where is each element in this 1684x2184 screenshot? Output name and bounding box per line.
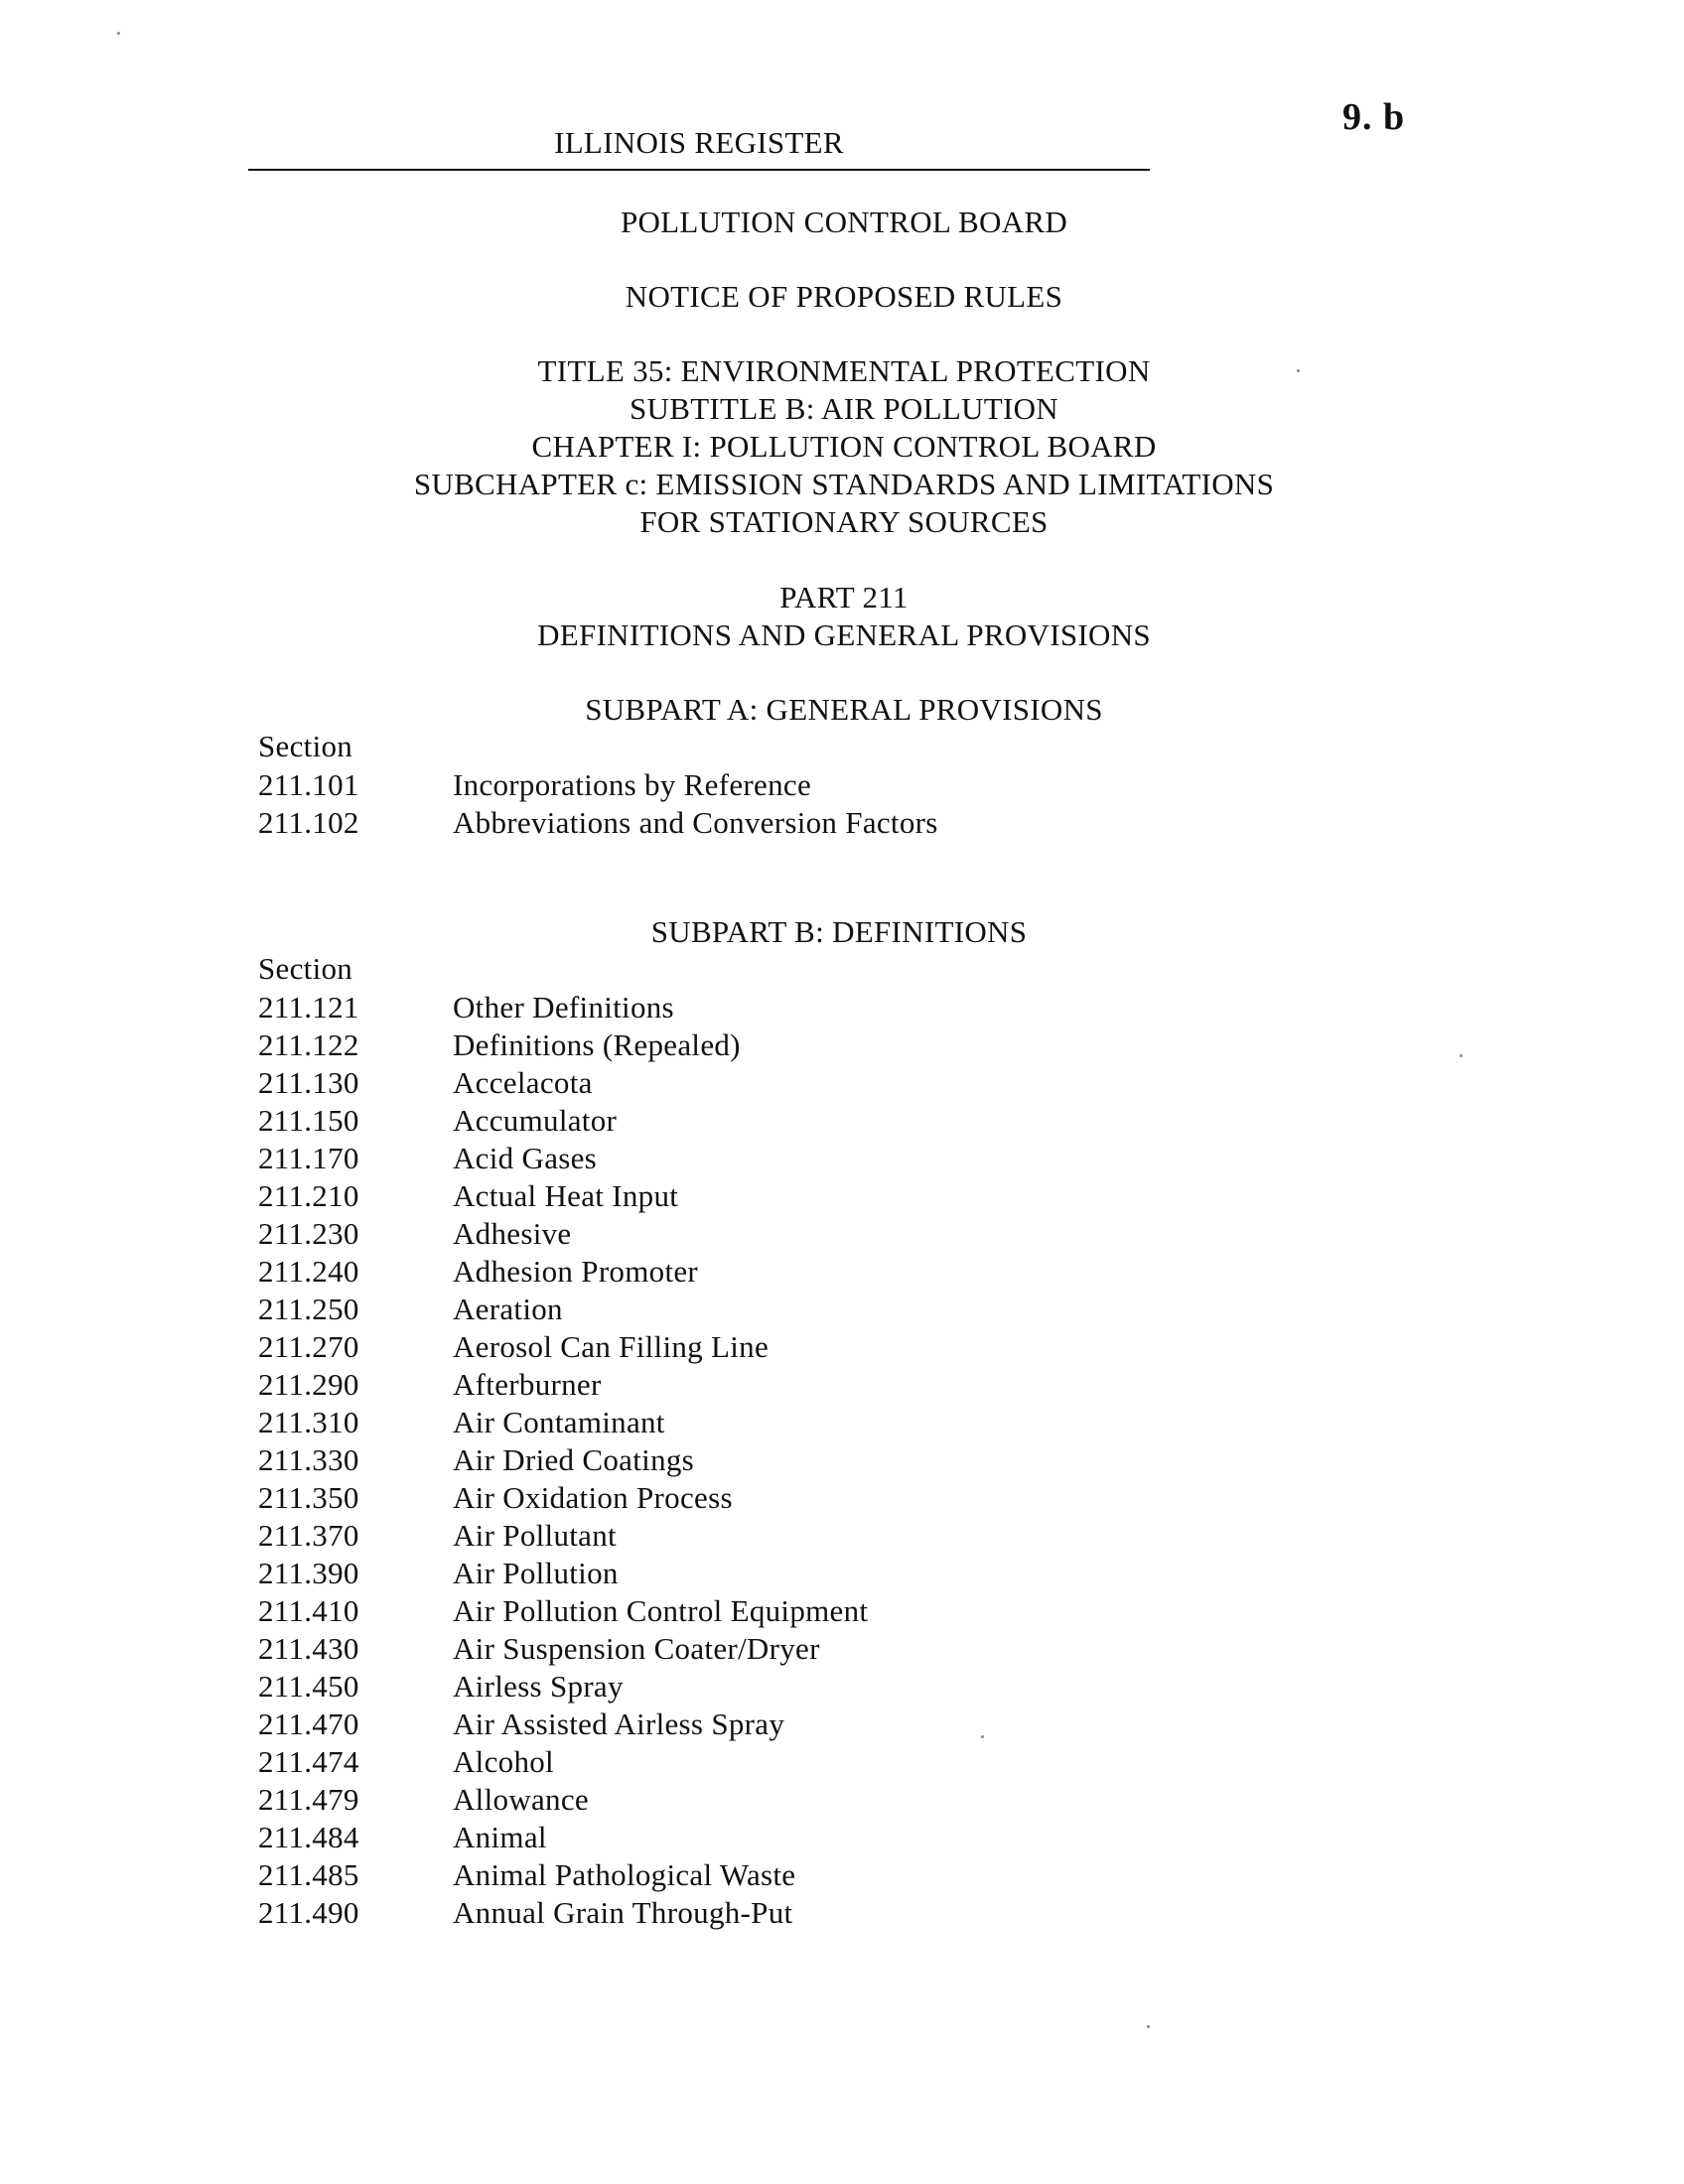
section-title: Airless Spray (453, 1669, 624, 1704)
toc-row (258, 1517, 868, 1555)
toc-row (258, 1743, 868, 1781)
section-title: Air Pollution Control Equipment (453, 1593, 869, 1628)
section-title: Air Suspension Coater/Dryer (453, 1631, 820, 1666)
scan-speck (1147, 2025, 1150, 2028)
register-title: ILLINOIS REGISTER (554, 125, 844, 160)
toc-row (258, 1177, 868, 1215)
toc-row (258, 989, 868, 1026)
toc-row (258, 1781, 868, 1819)
subpart-a-section-list (258, 766, 938, 842)
toc-row (258, 1555, 868, 1592)
section-title: Aeration (453, 1292, 563, 1326)
section-number: 211.350 (258, 1480, 359, 1515)
toc-row (258, 1894, 868, 1932)
toc-row (258, 1404, 868, 1441)
subchapter-line-2: FOR STATIONARY SOURCES (639, 504, 1049, 539)
toc-row (258, 1630, 868, 1668)
toc-row (258, 1479, 868, 1517)
section-number: 211.150 (258, 1103, 359, 1138)
section-number: 211.121 (258, 990, 359, 1024)
section-number: 211.210 (258, 1178, 359, 1213)
section-number: 211.474 (258, 1744, 359, 1779)
section-number: 211.470 (258, 1706, 359, 1741)
section-title: Abbreviations and Conversion Factors (453, 805, 938, 840)
section-title: Accumulator (453, 1103, 618, 1138)
board-name: POLLUTION CONTROL BOARD (620, 205, 1068, 239)
section-title: Air Oxidation Process (453, 1480, 733, 1515)
section-title: Adhesion Promoter (453, 1254, 699, 1289)
subpart-b-heading-block (243, 913, 1435, 951)
section-title: Other Definitions (453, 990, 674, 1024)
section-number: 211.490 (258, 1895, 359, 1930)
section-title: Animal (453, 1820, 547, 1854)
subpart-a-heading-block (248, 691, 1440, 729)
section-number: 211.240 (258, 1254, 359, 1289)
section-title: Acid Gases (453, 1141, 598, 1175)
register-header (248, 121, 1150, 171)
section-title: Accelacota (453, 1065, 593, 1100)
toc-row (258, 1026, 868, 1064)
toc-row (258, 766, 938, 804)
section-title: Air Dried Coatings (453, 1442, 695, 1477)
section-number: 211.410 (258, 1593, 359, 1628)
title-block (248, 352, 1440, 541)
section-number: 211.102 (258, 805, 359, 840)
subchapter-line-1: SUBCHAPTER c: EMISSION STANDARDS AND LIMITATIONS (413, 467, 1275, 501)
section-number: 211.450 (258, 1669, 359, 1704)
toc-row (258, 1253, 868, 1291)
section-number: 211.270 (258, 1329, 359, 1364)
toc-row (258, 1140, 868, 1177)
section-number: 211.485 (258, 1857, 359, 1892)
toc-row (258, 1592, 868, 1630)
section-number: 211.250 (258, 1292, 359, 1326)
toc-row (258, 1102, 868, 1140)
section-title: Incorporations by Reference (453, 767, 811, 802)
section-title: Aerosol Can Filling Line (453, 1329, 770, 1364)
section-number: 211.122 (258, 1027, 359, 1062)
section-title: Adhesive (453, 1216, 572, 1251)
section-title: Air Pollution (453, 1556, 619, 1590)
section-title: Air Assisted Airless Spray (453, 1706, 785, 1741)
page-mark: 9. b (1342, 96, 1406, 138)
subpart-b-heading: SUBPART B: DEFINITIONS (650, 914, 1028, 949)
toc-row (258, 1706, 868, 1743)
toc-row (258, 1856, 868, 1894)
subpart-b-section-label: Section (258, 951, 353, 986)
section-number: 211.484 (258, 1820, 359, 1854)
section-number: 211.290 (258, 1367, 359, 1402)
section-title: Allowance (453, 1782, 589, 1817)
toc-row (258, 1064, 868, 1102)
section-number: 211.130 (258, 1065, 359, 1100)
part-name: DEFINITIONS AND GENERAL PROVISIONS (537, 617, 1151, 652)
notice-block (248, 278, 1440, 316)
toc-row (258, 1328, 868, 1366)
toc-row (258, 1441, 868, 1479)
subpart-a-heading: SUBPART A: GENERAL PROVISIONS (585, 692, 1103, 727)
notice-title: NOTICE OF PROPOSED RULES (625, 279, 1063, 314)
section-number: 211.370 (258, 1518, 359, 1553)
toc-row (258, 1215, 868, 1253)
section-number: 211.330 (258, 1442, 359, 1477)
section-title: Actual Heat Input (453, 1178, 679, 1213)
section-title: Definitions (Repealed) (453, 1027, 741, 1062)
section-title: Afterburner (453, 1367, 602, 1402)
section-title: Air Contaminant (453, 1405, 665, 1439)
part-number: PART 211 (779, 580, 909, 614)
scan-speck (117, 32, 120, 35)
toc-row (258, 804, 938, 842)
section-number: 211.430 (258, 1631, 359, 1666)
section-number: 211.479 (258, 1782, 359, 1817)
section-number: 211.170 (258, 1141, 359, 1175)
section-number: 211.310 (258, 1405, 359, 1439)
toc-row (258, 1819, 868, 1856)
section-title: Alcohol (453, 1744, 554, 1779)
subpart-b-section-list (258, 989, 868, 1932)
scan-speck (1460, 1054, 1463, 1057)
section-number: 211.230 (258, 1216, 359, 1251)
chapter-line: CHAPTER I: POLLUTION CONTROL BOARD (531, 429, 1157, 464)
subtitle-line: SUBTITLE B: AIR POLLUTION (629, 391, 1058, 426)
toc-row (258, 1668, 868, 1706)
agency-block (248, 204, 1440, 241)
section-title: Animal Pathological Waste (453, 1857, 796, 1892)
toc-row (258, 1291, 868, 1328)
part-block (248, 579, 1440, 654)
section-title: Air Pollutant (453, 1518, 617, 1553)
scan-speck (981, 1735, 984, 1738)
title-line: TITLE 35: ENVIRONMENTAL PROTECTION (537, 353, 1151, 388)
subpart-a-section-label: Section (258, 729, 353, 763)
toc-row (258, 1366, 868, 1404)
section-title: Annual Grain Through-Put (453, 1895, 793, 1930)
section-number: 211.101 (258, 767, 359, 802)
section-number: 211.390 (258, 1556, 359, 1590)
scan-speck (1297, 369, 1300, 372)
